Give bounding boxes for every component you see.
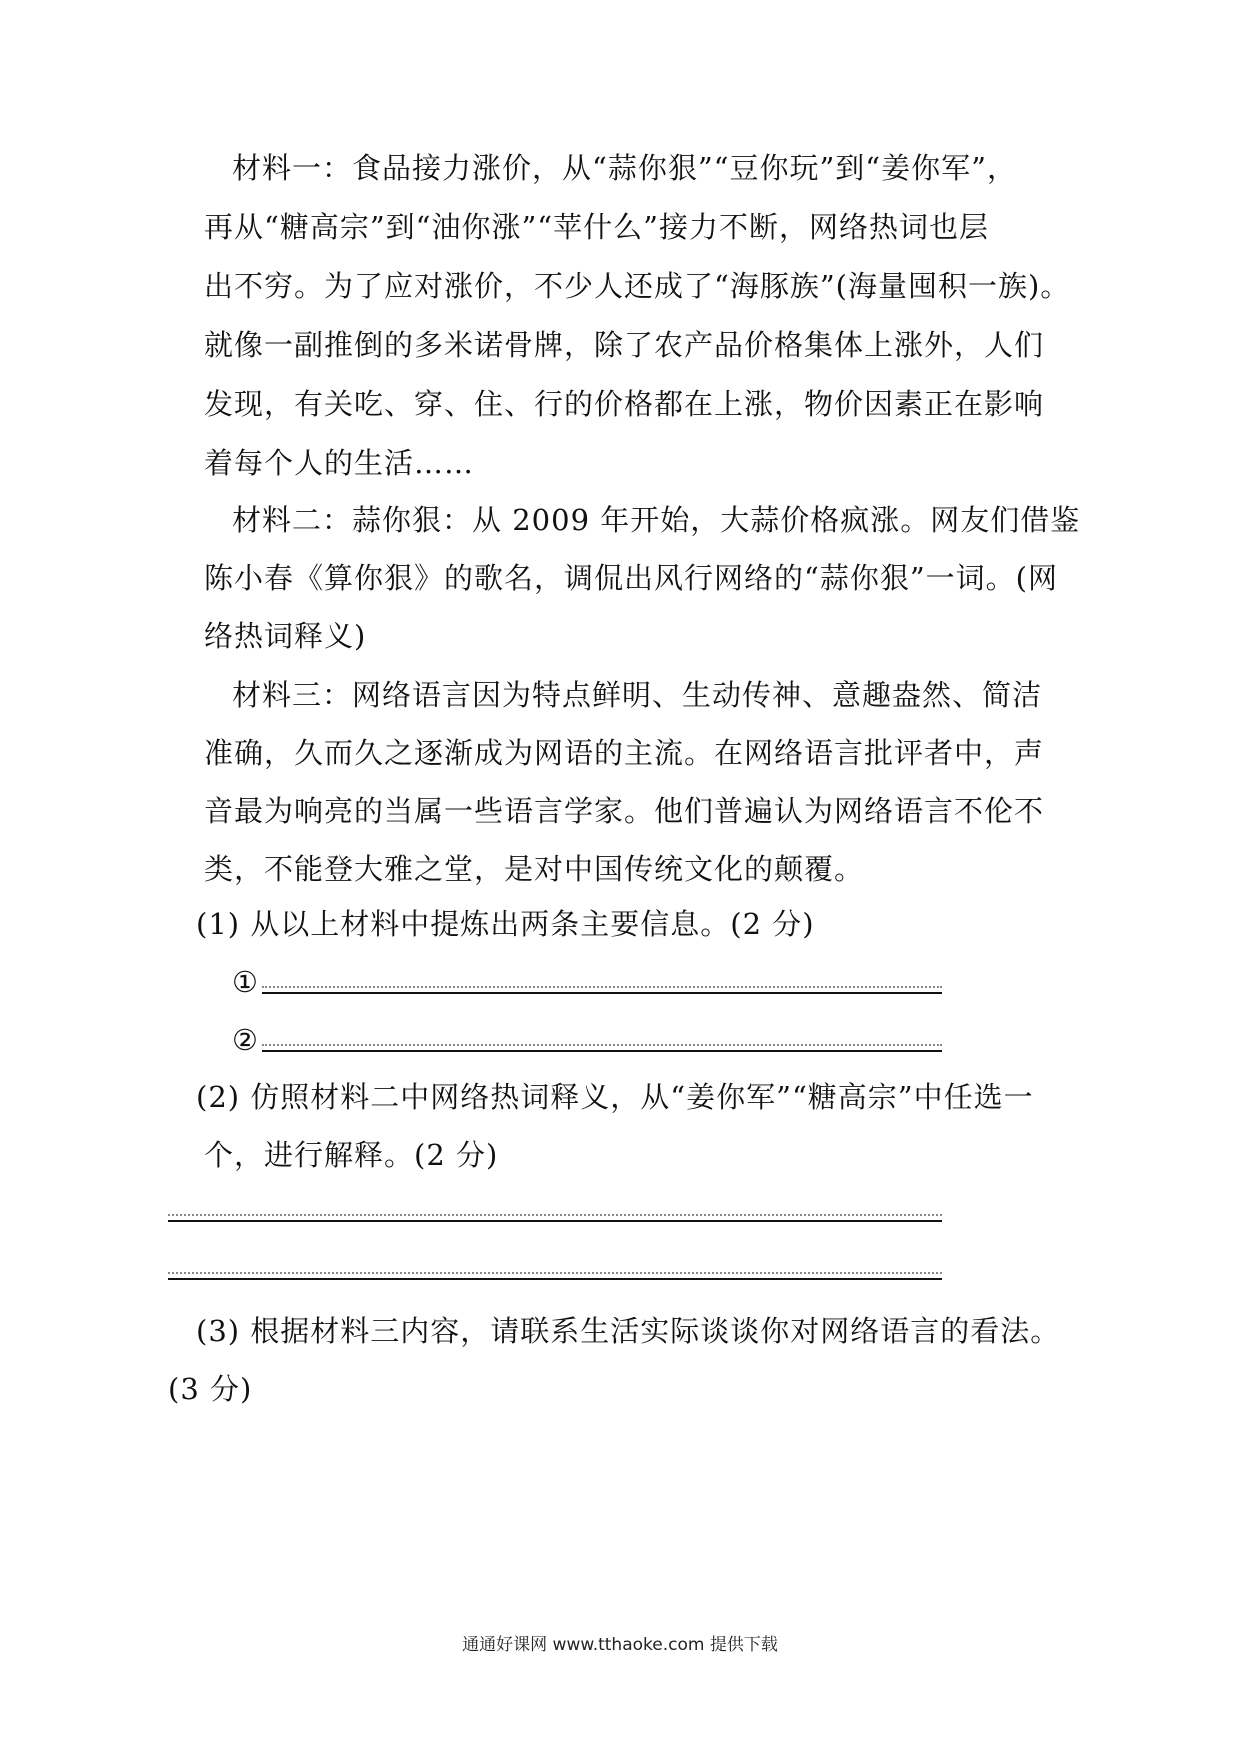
download-footer: 通通好课网 www.tthaoke.com 提供下载 bbox=[462, 1635, 778, 1655]
question-3-line-1: (3) 根据材料三内容，请联系生活实际谈谈你对网络语言的看法。 bbox=[196, 1314, 1061, 1348]
answer-blank-3[interactable] bbox=[168, 1196, 944, 1236]
material2-line-3: 络热词释义) bbox=[204, 619, 367, 653]
material3-line-2: 准确，久而久之逐渐成为网语的主流。在网络语言批评者中，声 bbox=[204, 736, 1045, 770]
question-2-line-2: 个，进行解释。(2 分) bbox=[204, 1138, 499, 1172]
blank-1-underline bbox=[262, 992, 942, 994]
question-3-line-2: (3 分) bbox=[168, 1372, 253, 1406]
material1-line-6: 着每个人的生活…… bbox=[204, 446, 475, 480]
question-1-text: (1) 从以上材料中提炼出两条主要信息。(2 分) bbox=[196, 907, 815, 941]
blank-3-underline bbox=[168, 1220, 942, 1222]
material3-line-3: 音最为响亮的当属一些语言学家。他们普遍认为网络语言不伦不 bbox=[204, 794, 1045, 828]
answer-blank-2[interactable] bbox=[232, 1020, 944, 1060]
material1-line-4: 就像一副推倒的多米诺骨牌，除了农产品价格集体上涨外，人们 bbox=[204, 328, 1045, 362]
material1-line-1: 材料一：食品接力涨价，从“蒜你狠”“豆你玩”到“姜你军”， bbox=[232, 151, 1017, 185]
material1-line-5: 发现，有关吃、穿、住、行的价格都在上涨，物价因素正在影响 bbox=[204, 387, 1045, 421]
blank-3-dotted-line bbox=[168, 1214, 942, 1216]
material1-line-3: 出不穷。为了应对涨价，不少人还成了“海豚族”(海量囤积一族)。 bbox=[204, 269, 1071, 303]
question-2-line-1: (2) 仿照材料二中网络热词释义，从“姜你军”“糖高宗”中任选一 bbox=[196, 1080, 1034, 1114]
circled-one-marker: ① bbox=[232, 965, 258, 999]
answer-blank-1[interactable] bbox=[232, 962, 944, 1002]
blank-4-dotted-line bbox=[168, 1272, 942, 1274]
material3-line-1: 材料三：网络语言因为特点鲜明、生动传神、意趣盎然、简洁 bbox=[232, 678, 1043, 712]
blank-2-dotted-line bbox=[262, 1044, 942, 1046]
material2-line-1: 材料二：蒜你狠：从 2009 年开始，大蒜价格疯涨。网友们借鉴 bbox=[232, 503, 1081, 537]
material1-line-2: 再从“糖高宗”到“油你涨”“苹什么”接力不断，网络热词也层 bbox=[204, 210, 989, 244]
answer-blank-4[interactable] bbox=[168, 1254, 944, 1294]
blank-1-dotted-line bbox=[262, 986, 942, 988]
blank-2-underline bbox=[262, 1050, 942, 1052]
blank-4-underline bbox=[168, 1278, 942, 1280]
material2-line-2: 陈小春《算你狠》的歌名，调侃出风行网络的“蒜你狠”一词。(网 bbox=[204, 561, 1058, 595]
circled-two-marker: ② bbox=[232, 1023, 258, 1057]
material3-line-4: 类，不能登大雅之堂，是对中国传统文化的颠覆。 bbox=[204, 852, 865, 886]
